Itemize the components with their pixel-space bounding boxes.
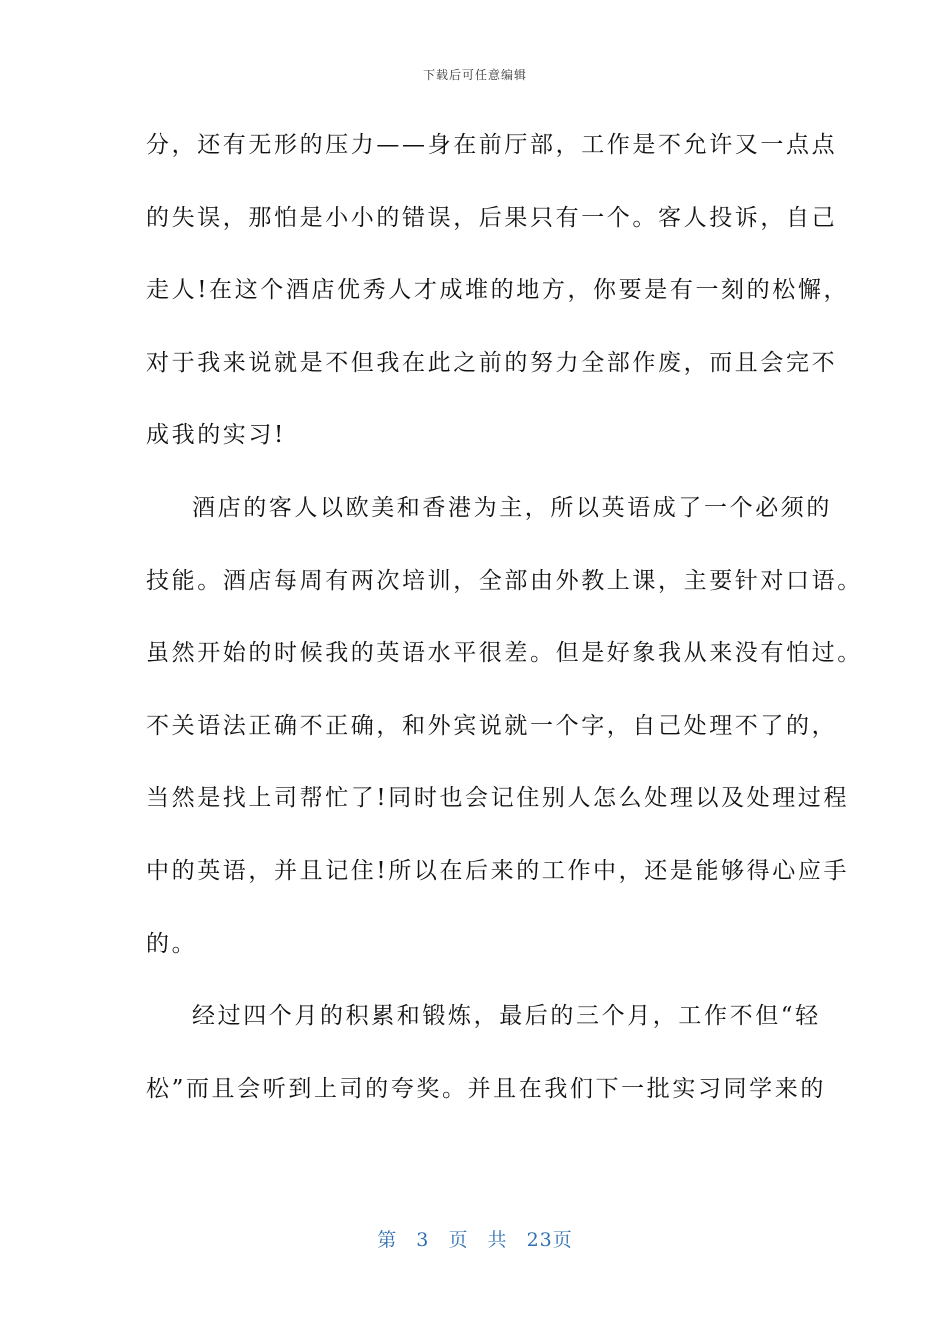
text-line: 中的英语，并且记住!所以在后来的工作中，还是能够得心应手 [146,857,850,884]
paragraph-first-line: 酒店的客人以欧美和香港为主，所以英语成了一个必须的 [192,494,832,521]
footer-prefix: 第 [377,1229,398,1251]
text-line: 的。 [146,930,198,957]
footer-page-number: 3 [416,1229,430,1251]
text-line: 的失误，那怕是小小的错误，后果只有一个。客人投诉，自己 [146,204,838,231]
text-line: 当然是找上司帮忙了!同时也会记住别人怎么处理以及处理过程 [146,785,850,812]
text-line: 松”而且会听到上司的夸奖。并且在我们下一批实习同学来的 [146,1075,826,1102]
paragraph-first-line: 经过四个月的积累和锻炼，最后的三个月，工作不但“轻 [192,1003,821,1030]
footer-page-label: 页 [448,1229,469,1251]
text-line: 技能。酒店每周有两次培训，全部由外教上课，主要针对口语。 [146,567,863,594]
page-footer [0,1225,950,1252]
footer-total-pages: 23页 [526,1229,573,1251]
text-line: 成我的实习! [146,422,286,449]
text-line: 不关语法正确不正确，和外宾说就一个字，自己处理不了的， [146,712,838,739]
page-header: 下载后可任意编辑 [422,68,527,82]
text-line: 分，还有无形的压力——身在前厅部，工作是不允许又一点点 [146,132,838,158]
text-line: 虽然开始的时候我的英语水平很差。但是好象我从来没有怕过。 [146,640,863,667]
document-body [146,122,863,1138]
footer-total-prefix: 共 [487,1229,508,1251]
text-line: 走人!在这个酒店优秀人才成堆的地方，你要是有一刻的松懈， [146,277,850,304]
text-line: 对于我来说就是不但我在此之前的努力全部作废，而且会完不 [146,349,838,376]
